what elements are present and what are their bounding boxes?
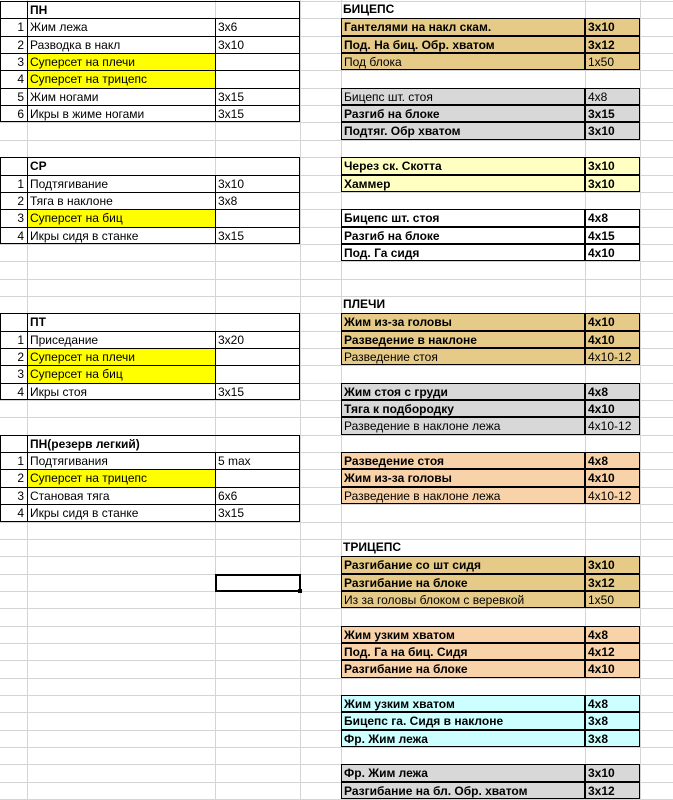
exercise-name[interactable]: Разгиб на блоке	[341, 227, 585, 244]
exercise-name[interactable]: Гантелями на накл скам.	[341, 18, 585, 36]
sets-reps[interactable]: 3х20	[215, 331, 300, 348]
sets-reps[interactable]: 3х15	[215, 105, 300, 122]
sets-reps[interactable]: 5 max	[215, 452, 300, 469]
row-number[interactable]: 1	[0, 452, 27, 469]
exercise-name[interactable]: Под. На биц. Обр. хватом	[341, 36, 585, 53]
exercise-name[interactable]: Суперсет на биц	[27, 365, 215, 383]
exercise-name[interactable]: Под. Га на биц. Сидя	[341, 643, 585, 660]
sets-reps[interactable]: 4х10-12	[585, 417, 640, 435]
sets-reps[interactable]: 1х50	[585, 53, 640, 70]
exercise-name[interactable]: Разводка в накл	[27, 36, 215, 53]
exercise-name[interactable]: Подтягивания	[27, 452, 215, 469]
row-number[interactable]: 1	[0, 331, 27, 348]
row-number[interactable]: 2	[0, 192, 27, 209]
exercise-name[interactable]: Фр. Жим лежа	[341, 764, 585, 782]
table-title[interactable]: СР	[27, 157, 300, 175]
sets-reps[interactable]: 3х8	[585, 712, 640, 730]
exercise-name[interactable]: Хаммер	[341, 175, 585, 192]
exercise-name[interactable]: Разгибание на блоке	[341, 660, 585, 678]
section-title[interactable]: БИЦЕПС	[343, 2, 395, 16]
fill-handle[interactable]	[298, 589, 302, 593]
exercise-name[interactable]: Бицепс шт. стоя	[341, 88, 585, 105]
sets-reps[interactable]: 4х8	[585, 452, 640, 469]
exercise-name[interactable]: Суперсет на трицепс	[27, 70, 215, 88]
gridline	[640, 0, 641, 800]
sets-reps[interactable]: 4х8	[585, 695, 640, 712]
exercise-name[interactable]: Под блока	[341, 53, 585, 70]
gridline	[0, 279, 673, 280]
exercise-name[interactable]: Суперсет на плечи	[27, 348, 215, 365]
exercise-name[interactable]: Икры стоя	[27, 383, 215, 400]
table-title-blank[interactable]	[0, 1, 27, 18]
exercise-name[interactable]: Жим из-за головы	[341, 469, 585, 487]
table-title-blank[interactable]	[0, 313, 27, 331]
exercise-name[interactable]: Фр. Жим лежа	[341, 730, 585, 747]
exercise-name[interactable]: Из за головы блоком с веревкой	[341, 591, 585, 608]
exercise-name[interactable]: Приседание	[27, 331, 215, 348]
row-number[interactable]: 5	[0, 88, 27, 105]
exercise-name[interactable]: Разгибание на блоке	[341, 574, 585, 591]
sets-reps[interactable]: 3х6	[215, 18, 300, 36]
sets-reps[interactable]: 4х10	[585, 313, 640, 331]
gridline	[0, 261, 673, 262]
exercise-name[interactable]: Бицепс га. Сидя в наклоне	[341, 712, 585, 730]
exercise-name[interactable]: Разведение в наклоне лежа	[341, 417, 585, 435]
exercise-name[interactable]: Разведение стоя	[341, 348, 585, 365]
gridline	[300, 0, 301, 800]
sets-reps[interactable]: 4х8	[585, 383, 640, 400]
exercise-name[interactable]: Икры сидя в станке	[27, 227, 215, 244]
sets-reps[interactable]: 3х10	[585, 764, 640, 782]
table-title[interactable]: ПН	[27, 1, 300, 18]
sets-reps[interactable]	[215, 365, 300, 383]
row-number[interactable]: 3	[0, 53, 27, 70]
sets-reps[interactable]: 3х15	[585, 105, 640, 122]
sets-reps[interactable]: 3х10	[585, 556, 640, 574]
gridline	[0, 522, 673, 523]
row-number[interactable]: 3	[0, 209, 27, 227]
exercise-name[interactable]: Разведение в наклоне лежа	[341, 487, 585, 504]
exercise-name[interactable]: Под. Га сидя	[341, 244, 585, 261]
sets-reps[interactable]: 4х10	[585, 660, 640, 678]
row-number[interactable]: 6	[0, 105, 27, 122]
sets-reps[interactable]: 3х10	[585, 18, 640, 36]
sets-reps[interactable]: 4х10	[585, 331, 640, 348]
sets-reps[interactable]: 3х10	[585, 122, 640, 140]
exercise-name[interactable]: Жим стоя с груди	[341, 383, 585, 400]
sets-reps[interactable]: 4х10	[585, 244, 640, 261]
exercise-name[interactable]: Жим узким хватом	[341, 695, 585, 712]
sets-reps[interactable]: 3х15	[215, 88, 300, 105]
exercise-name[interactable]: Суперсет на плечи	[27, 53, 215, 70]
section-title[interactable]: ПЛЕЧИ	[343, 297, 386, 311]
table-title[interactable]: ПТ	[27, 313, 300, 331]
exercise-name[interactable]: Жим узким хватом	[341, 626, 585, 643]
sets-reps[interactable]: 3х10	[585, 175, 640, 192]
sets-reps[interactable]: 3х12	[585, 36, 640, 53]
sets-reps[interactable]: 3х10	[585, 157, 640, 175]
exercise-name[interactable]: Подтяг. Обр хватом	[341, 122, 585, 140]
row-number[interactable]: 2	[0, 348, 27, 365]
table-title-blank[interactable]	[0, 435, 27, 452]
sets-reps[interactable]: 4х10	[585, 469, 640, 487]
exercise-name[interactable]: Разведение стоя	[341, 452, 585, 469]
row-number[interactable]: 1	[0, 18, 27, 36]
sets-reps[interactable]	[215, 469, 300, 487]
exercise-name[interactable]: Икры в жиме ногами	[27, 105, 215, 122]
gridline	[0, 747, 673, 748]
row-number[interactable]: 2	[0, 36, 27, 53]
sets-reps[interactable]: 4х10	[585, 400, 640, 417]
sets-reps[interactable]: 3х15	[215, 227, 300, 244]
exercise-name[interactable]: Жим лежа	[27, 18, 215, 36]
exercise-name[interactable]: Тяга к подбородку	[341, 400, 585, 417]
sets-reps[interactable]: 4х8	[585, 626, 640, 643]
exercise-name[interactable]: Тяга в наклоне	[27, 192, 215, 209]
sets-reps[interactable]: 1х50	[585, 591, 640, 608]
exercise-name[interactable]: Становая тяга	[27, 487, 215, 504]
row-number[interactable]: 4	[0, 70, 27, 88]
exercise-name[interactable]: Суперсет на биц	[27, 209, 215, 227]
exercise-name[interactable]: Разведение в наклоне	[341, 331, 585, 348]
exercise-name[interactable]: Суперсет на трицепс	[27, 469, 215, 487]
sets-reps[interactable]: 3х12	[585, 782, 640, 799]
exercise-name[interactable]: Разгибание на бл. Обр. хватом	[341, 782, 585, 799]
row-number[interactable]: 4	[0, 504, 27, 522]
gridline	[0, 140, 673, 141]
section-title[interactable]: ТРИЦЕПС	[343, 540, 402, 554]
exercise-name[interactable]: Подтягивание	[27, 175, 215, 192]
sets-reps[interactable]: 3х10	[215, 36, 300, 53]
sets-reps[interactable]: 3х8	[585, 730, 640, 747]
exercise-name[interactable]: Через ск. Скотта	[341, 157, 585, 175]
sets-reps[interactable]	[215, 53, 300, 70]
exercise-name[interactable]: Бицепс шт. стоя	[341, 209, 585, 227]
sets-reps[interactable]: 3х10	[215, 175, 300, 192]
exercise-name[interactable]: Жим из-за головы	[341, 313, 585, 331]
sets-reps[interactable]	[215, 70, 300, 88]
row-number[interactable]: 3	[0, 365, 27, 383]
sets-reps[interactable]: 6х6	[215, 487, 300, 504]
sets-reps[interactable]	[215, 348, 300, 365]
row-number[interactable]: 4	[0, 227, 27, 244]
gridline	[0, 678, 673, 679]
sets-reps[interactable]: 4х10-12	[585, 348, 640, 365]
sets-reps[interactable]: 4х8	[585, 209, 640, 227]
sets-reps[interactable]: 3х12	[585, 574, 640, 591]
sets-reps[interactable]: 4х8	[585, 88, 640, 105]
sets-reps[interactable]: 4х10-12	[585, 487, 640, 504]
row-number[interactable]: 4	[0, 383, 27, 400]
gridline	[0, 608, 673, 609]
sets-reps[interactable]	[215, 209, 300, 227]
exercise-name[interactable]: Разгибание со шт сидя	[341, 556, 585, 574]
table-title[interactable]: ПН(резерв легкий)	[27, 435, 300, 452]
active-cell-cursor[interactable]	[215, 574, 301, 592]
exercise-name[interactable]: Жим ногами	[27, 88, 215, 105]
row-number[interactable]: 3	[0, 487, 27, 504]
sets-reps[interactable]: 3х8	[215, 192, 300, 209]
exercise-name[interactable]: Икры сидя в станке	[27, 504, 215, 522]
sets-reps[interactable]: 4х12	[585, 643, 640, 660]
sets-reps[interactable]: 3х15	[215, 504, 300, 522]
exercise-name[interactable]: Разгиб на блоке	[341, 105, 585, 122]
table-title-blank[interactable]	[0, 157, 27, 175]
sets-reps[interactable]: 4х15	[585, 227, 640, 244]
row-number[interactable]: 2	[0, 469, 27, 487]
row-number[interactable]: 1	[0, 175, 27, 192]
sets-reps[interactable]: 3х15	[215, 383, 300, 400]
